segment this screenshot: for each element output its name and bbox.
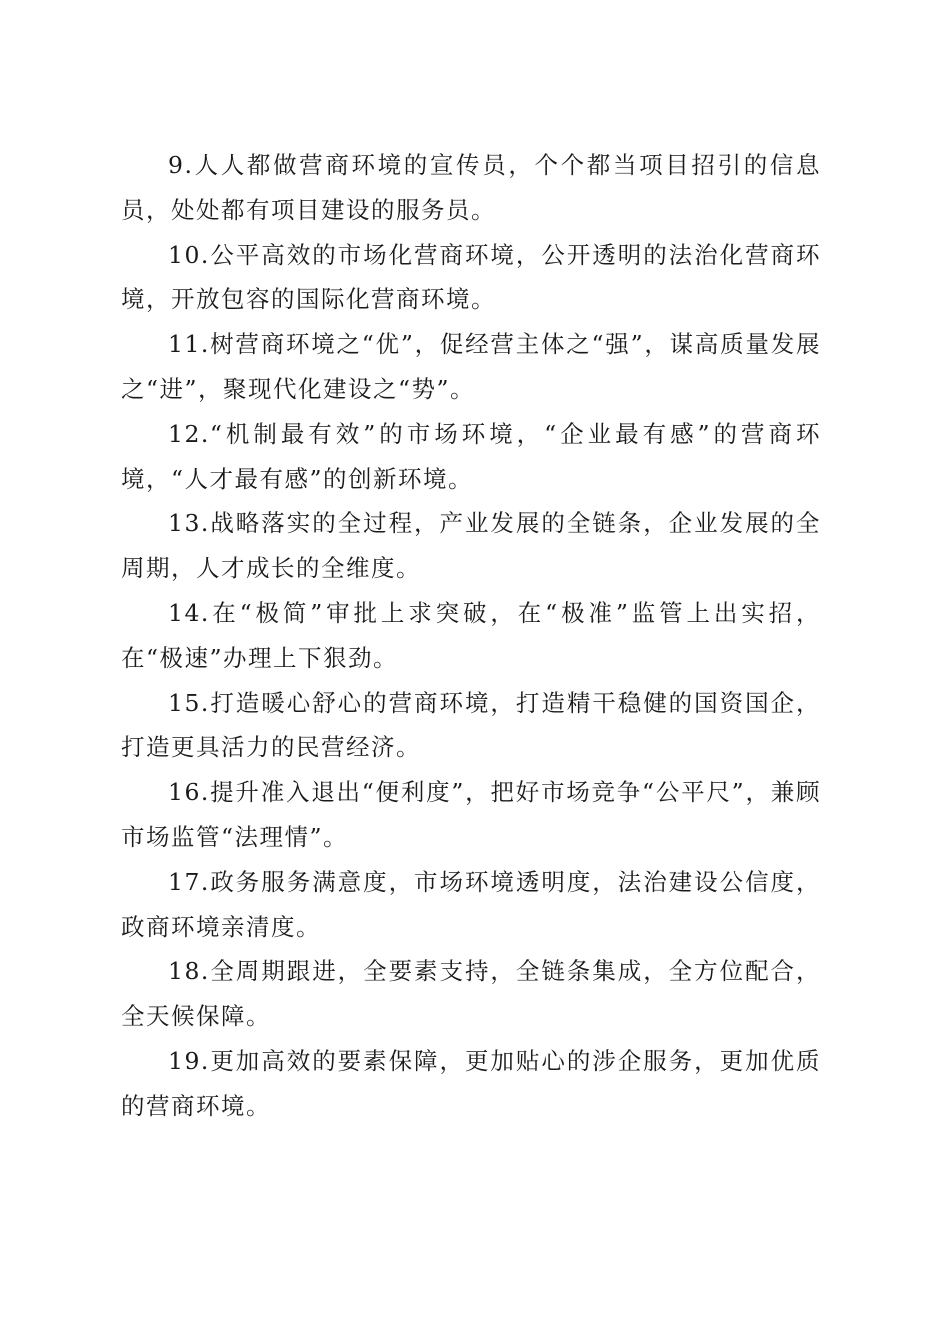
paragraph-14: 14.在“极简”审批上求突破，在“极准”监管上出实招，在“极速”办理上下狠劲。 [121,598,821,672]
paragraph-18: 18.全周期跟进，全要素支持，全链条集成，全方位配合，全天候保障。 [121,957,821,1031]
document-body [121,143,821,1129]
paragraph-10: 10.公平高效的市场化营商环境，公开透明的法治化营商环境，开放包容的国际化营商环境。 [121,240,821,314]
paragraph-16: 16.提升准入退出“便利度”，把好市场竞争“公平尺”，兼顾市场监管“法理情”。 [121,778,821,851]
paragraph-15: 15.打造暖心舒心的营商环境，打造精干稳健的国资国企，打造更具活力的民营经济。 [121,688,821,762]
paragraph-13: 13.战略落实的全过程，产业发展的全链条，企业发展的全周期，人才成长的全维度。 [121,509,821,583]
paragraph-9: 9.人人都做营商环境的宣传员，个个都当项目招引的信息员，处处都有项目建设的服务员。 [121,151,821,224]
paragraph-19: 19.更加高效的要素保障，更加贴心的涉企服务，更加优质的营商环境。 [121,1046,821,1120]
paragraph-17: 17.政务服务满意度，市场环境透明度，法治建设公信度，政商环境亲清度。 [121,867,821,941]
paragraph-12: 12.“机制最有效”的市场环境，“企业最有感”的营商环境，“人才最有感”的创新环境。 [121,419,821,493]
paragraph-11: 11.树营商环境之“优”，促经营主体之“强”，谋高质量发展之“进”，聚现代化建设之“势”。 [121,330,821,403]
